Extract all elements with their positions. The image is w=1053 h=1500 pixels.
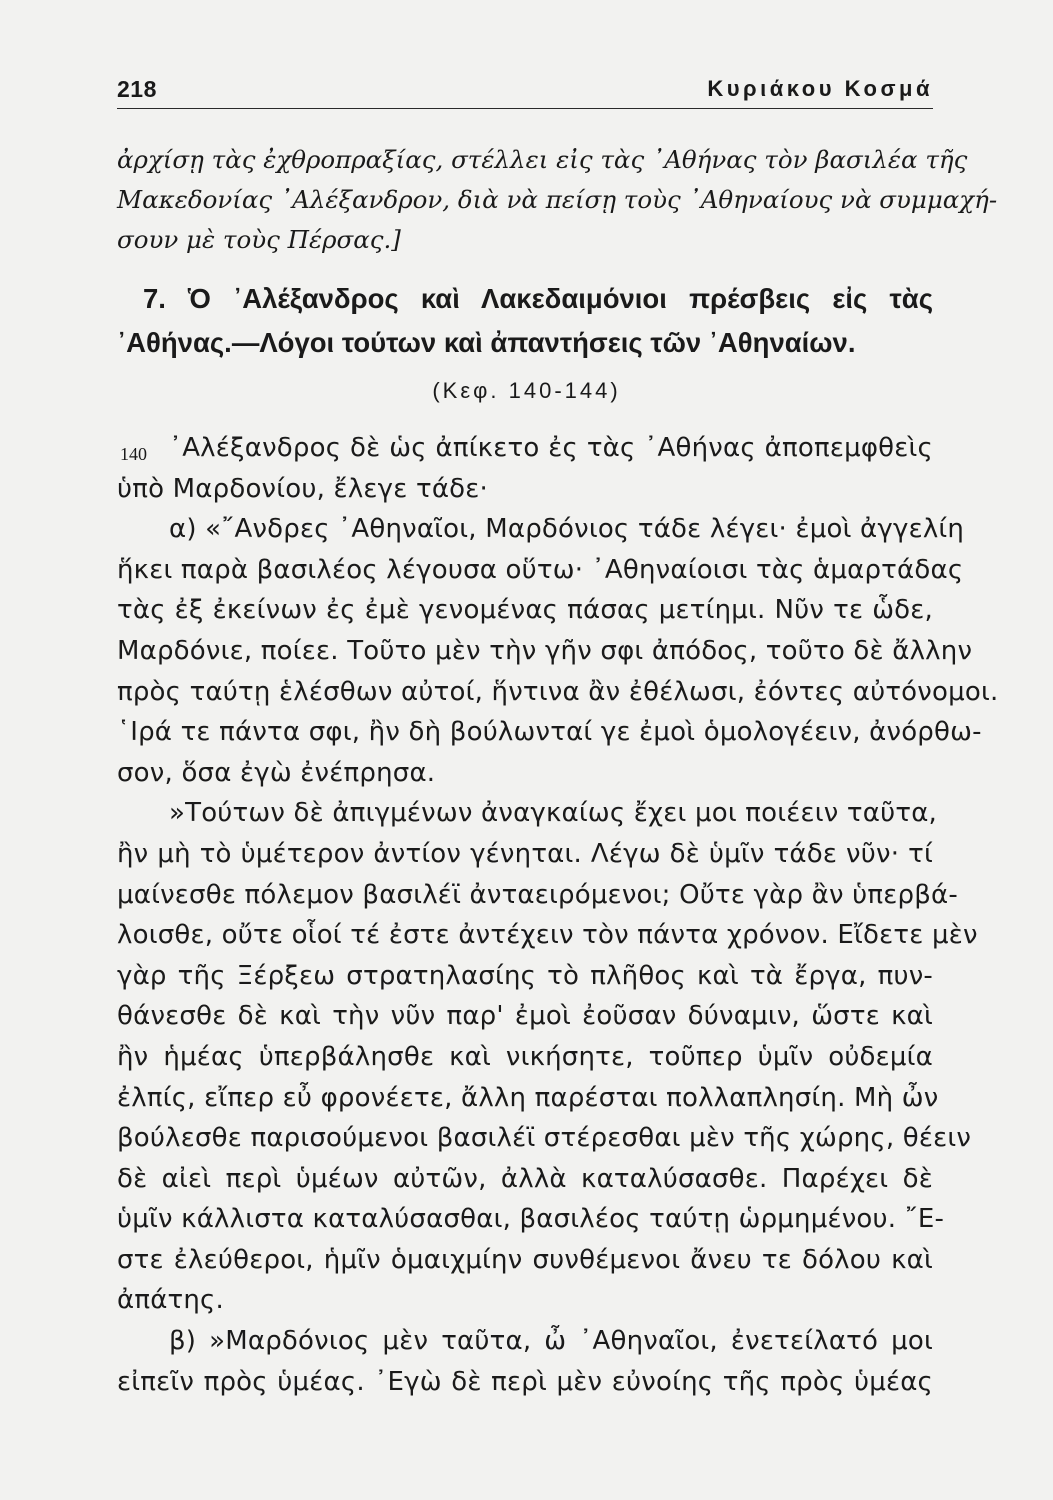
section-heading-line: ᾿Αθήνας.—Λόγοι τούτων καὶ ἀπαντήσεις τῶν ᾿Αθηναίων. xyxy=(117,327,856,358)
chapter-reference: (Κεφ. 140-144) xyxy=(432,378,621,403)
body-line: ῾Ιρά τε πάντα σφι, ἢν δὴ βούλωνταί γε ἐμοὶ ὁμολογέειν, ἀνόρθω- xyxy=(117,717,982,748)
page-header xyxy=(117,76,933,109)
intro-line: ἀρχίσῃ τὰς ἐχθροπραξίας, στέλλει εἰς τὰς ᾿Αθήνας τὸν βασιλέα τῆς xyxy=(117,145,968,174)
body-line: ἀπάτης. xyxy=(117,1285,224,1316)
body-line: ὑμῖν κάλλιστα καταλύσασθαι, βασιλέος ταύτῃ ὡρμημένου. ῎Ε- xyxy=(117,1204,945,1235)
body-line: τὰς ἐξ ἐκείνων ἐς ἐμὲ γενομένας πάσας μετίημι. Νῦν τε ὧδε, xyxy=(117,595,933,626)
body-line: βούλεσθε παρισούμενοι βασιλέϊ στέρεσθαι μὲν τῆς χώρης, θέειν xyxy=(117,1123,972,1154)
body-line: »Τούτων δὲ ἀπιγμένων ἀναγκαίως ἔχει μοι ποιέειν ταῦτα, xyxy=(169,798,938,829)
body-line: μαίνεσθε πόλεμον βασιλέϊ ἀνταειρόμενοι; Οὔτε γὰρ ἂν ὑπερβά- xyxy=(117,879,958,910)
section-heading xyxy=(117,277,933,365)
body-line: πρὸς ταύτῃ ἑλέσθων αὐτοί, ἥντινα ἂν ἐθέλωσι, ἐόντες αὐτόνομοι. xyxy=(117,676,999,707)
running-head: Κυριάκου Κοσμά xyxy=(707,76,933,101)
body-line: ἢν μὴ τὸ ὑμέτερον ἀντίον γένηται. Λέγω δὲ ὑμῖν τάδε νῦν· τί xyxy=(117,838,933,869)
margin-chapter-number: 140 xyxy=(120,444,147,464)
body-line: σον, ὅσα ἐγὼ ἐνέπρησα. xyxy=(117,757,436,788)
body-text xyxy=(117,428,999,1402)
body-line: δὲ αἰεὶ περὶ ὑμέων αὐτῶν, ἀλλὰ καταλύσασθε. Παρέχει δὲ xyxy=(117,1163,933,1194)
intro-paragraph xyxy=(117,140,998,260)
body-line: στε ἐλεύθεροι, ἡμῖν ὁμαιχμίην συνθέμενοι ἄνευ τε δόλου καὶ xyxy=(117,1244,933,1275)
body-line: ἥκει παρὰ βασιλέος λέγουσα οὕτω· ᾿Αθηναίοισι τὰς ἁμαρτάδας xyxy=(117,554,964,585)
body-line: α) «῎Ανδρες ᾿Αθηναῖοι, Μαρδόνιος τάδε λέγει· ἐμοὶ ἀγγελίη xyxy=(169,514,965,545)
body-line: ἢν ἡμέας ὑπερβάλησθε καὶ νικήσητε, τοῦπερ ὑμῖν οὐδεμία xyxy=(117,1041,933,1072)
body-line: Μαρδόνιε, ποίεε. Τοῦτο μὲν τὴν γῆν σφι ἀπόδος, τοῦτο δὲ ἄλλην xyxy=(117,635,973,666)
body-line: ὑπὸ Μαρδονίου, ἔλεγε τάδε· xyxy=(117,473,488,504)
body-line: γὰρ τῆς Ξέρξεω στρατηλασίης τὸ πλῆθος καὶ τὰ ἔργα, πυν- xyxy=(117,960,933,991)
page-number: 218 xyxy=(117,76,157,102)
intro-line: Μακεδονίας ᾿Αλέξανδρον, διὰ νὰ πείσῃ τοὺς ᾿Αθηναίους νὰ συμμαχή- xyxy=(117,185,998,214)
intro-line: σουν μὲ τοὺς Πέρσας.] xyxy=(117,225,401,254)
body-line: εἰπεῖν πρὸς ὑμέας. ᾿Εγὼ δὲ περὶ μὲν εὐνοίης τῆς πρὸς ὑμέας xyxy=(117,1366,933,1397)
body-line: β) »Μαρδόνιος μὲν ταῦτα, ὦ ᾿Αθηναῖοι, ἐνετείλατό μοι xyxy=(169,1326,933,1357)
body-line: ᾿Αλέξανδρος δὲ ὡς ἀπίκετο ἐς τὰς ᾿Αθήνας ἀποπεμφθεὶς xyxy=(169,433,933,463)
body-line: θάνεσθε δὲ καὶ τὴν νῦν παρ' ἐμοὶ ἐοῦσαν δύναμιν, ὥστε καὶ xyxy=(117,1001,933,1032)
section-heading-line: 7. Ὁ ᾿Αλέξανδρος καὶ Λακεδαιμόνιοι πρέσβεις εἰς τὰς xyxy=(143,283,933,314)
body-line: λοισθε, οὔτε οἷοί τέ ἐστε ἀντέχειν τὸν πάντα χρόνον. Εἴδετε μὲν xyxy=(117,920,978,951)
body-line: ἐλπίς, εἴπερ εὖ φρονέετε, ἄλλη παρέσται πολλαπλησίη. Μὴ ὦν xyxy=(117,1082,939,1113)
